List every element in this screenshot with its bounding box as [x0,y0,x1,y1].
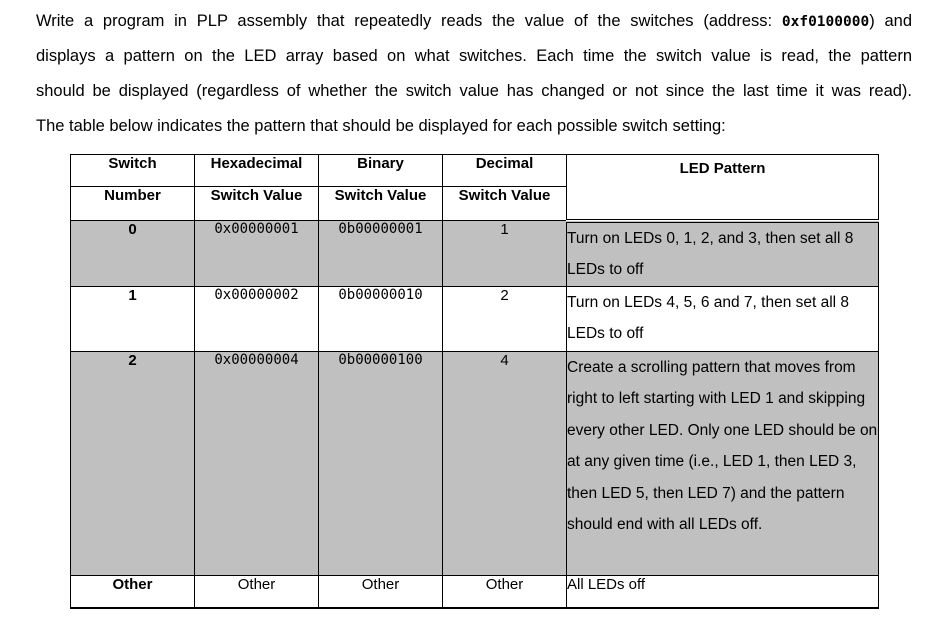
cell-binary: Other [319,575,443,608]
cell-switch-number: 2 [71,351,195,575]
cell-hex: 0x00000004 [195,351,319,575]
cell-decimal: Other [443,575,567,608]
header-switch-number: Switch [71,155,195,187]
cell-pattern: All LEDs off [567,575,879,608]
switch-address: 0xf0100000 [781,14,870,30]
table-row [71,351,879,575]
cell-binary: 0b00000100 [319,351,443,575]
intro-line-1: Write a program in PLP assembly that repeatedly reads the value of the switches (address: 0xf0100000) and [36,12,913,30]
table-header-row [71,155,879,187]
cell-binary: 0b00000001 [319,221,443,287]
cell-decimal: 4 [443,351,567,575]
header-decimal: Decimal [443,155,567,187]
table-row [71,221,879,287]
header-decimal-2: Switch Value [443,187,567,221]
switch-pattern-table [70,154,879,609]
cell-hex: 0x00000001 [195,221,319,287]
cell-switch-number: 0 [71,221,195,287]
cell-pattern: Turn on LEDs 0, 1, 2, and 3, then set all 8 LEDs to off [567,221,879,287]
cell-decimal: 1 [443,221,567,287]
cell-pattern: Turn on LEDs 4, 5, 6 and 7, then set all 8 LEDs to off [567,286,879,351]
cell-switch-number: 1 [71,286,195,351]
cell-pattern: Create a scrolling pattern that moves from right to left starting with LED 1 and skipping every other LED. Only one LED should be on at any given time (i.e., LED 1, then LED 3, then LED 5, then LED 7) and the pattern should end with all LEDs off. [567,351,879,575]
header-hex: Hexadecimal [195,155,319,187]
table-row [71,286,879,351]
cell-hex: 0x00000002 [195,286,319,351]
intro-line-4: The table below indicates the pattern that should be displayed for each possible switch setting: [36,117,726,135]
cell-decimal: 2 [443,286,567,351]
header-led-pattern: LED Pattern [567,155,879,221]
table-row [71,575,879,608]
intro-line-2: displays a pattern on the LED array based on what switches. Each time the switch value is read, the pattern [36,47,912,65]
cell-binary: 0b00000010 [319,286,443,351]
header-binary-2: Switch Value [319,187,443,221]
header-binary: Binary [319,155,443,187]
cell-hex: Other [195,575,319,608]
intro-paragraph [36,4,912,144]
header-switch-number-2: Number [71,187,195,221]
header-hex-2: Switch Value [195,187,319,221]
cell-switch-number: Other [71,575,195,608]
intro-line-3: should be displayed (regardless of whether the switch value has changed or not since the last time it was read). [36,82,912,100]
